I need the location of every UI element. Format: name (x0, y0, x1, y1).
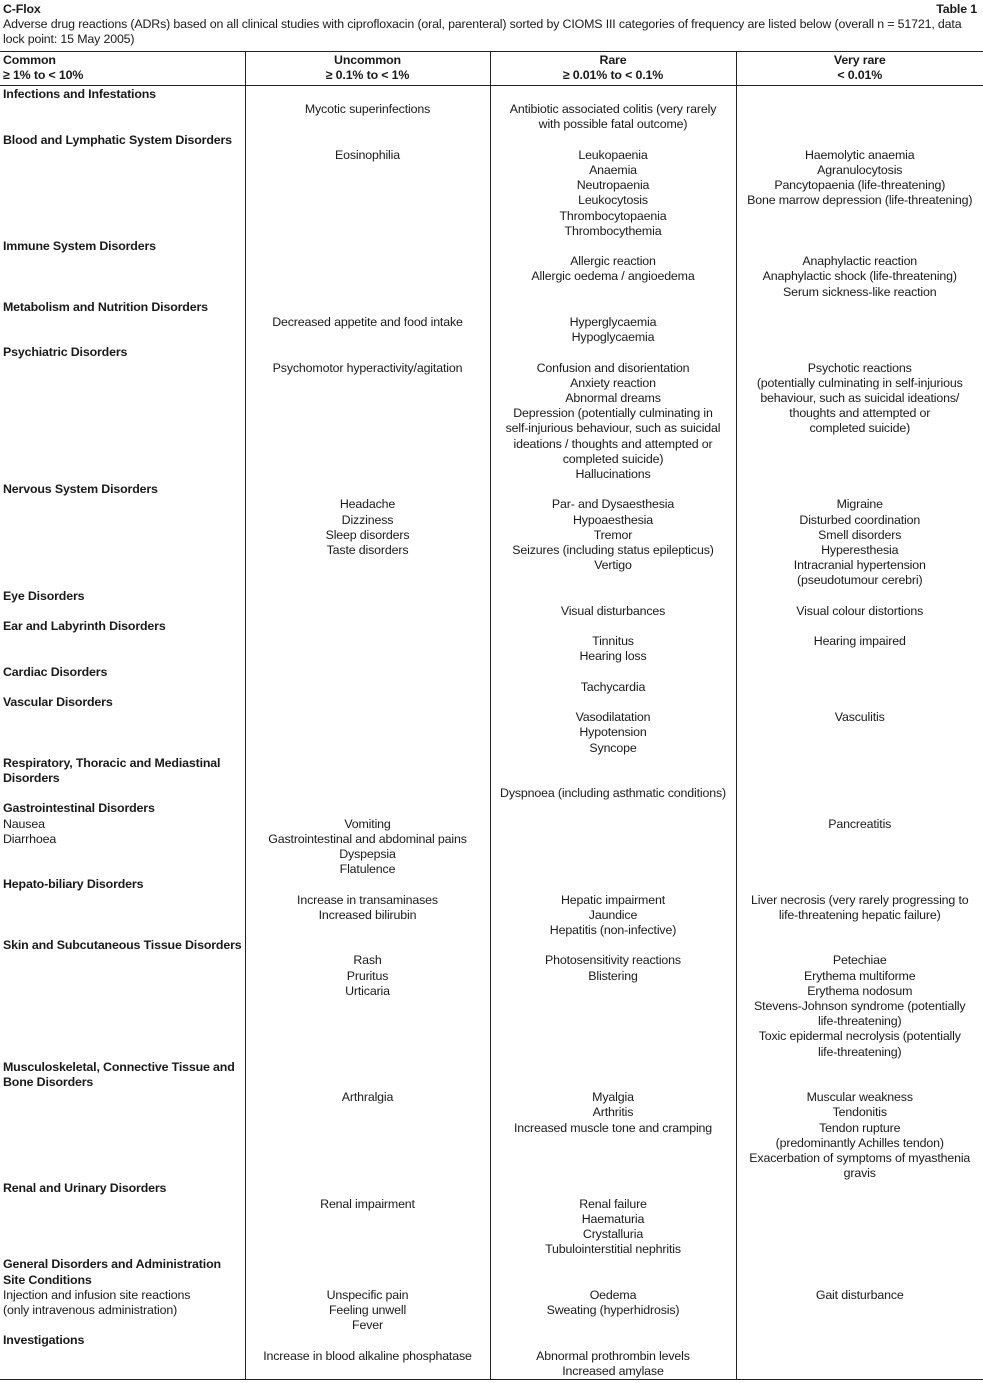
adr-entry: Exacerbation of symptoms of myasthenia (749, 1150, 971, 1165)
cell-uncommon (245, 86, 490, 133)
cell-common (0, 938, 245, 1060)
adr-entry: with possible fatal outcome) (538, 117, 688, 132)
adr-entry: Headache (339, 497, 396, 512)
adr-entry: Decreased appetite and food intake (272, 314, 463, 329)
table-row (0, 1181, 983, 1257)
cell-common (0, 300, 245, 346)
table-row (0, 133, 983, 239)
adr-entry: Serum sickness-like reaction (783, 284, 937, 299)
adr-entry: Visual colour distortions (796, 603, 924, 618)
adr-entry: Erythema nodosum (807, 983, 913, 998)
cell-rare (490, 1181, 736, 1257)
cell-uncommon (245, 665, 490, 695)
column-header-uncommon (245, 52, 490, 86)
adr-entry: Pancytopaenia (life-threatening) (774, 178, 946, 193)
cell-common (0, 1257, 245, 1333)
adr-entry: Nausea (3, 816, 45, 831)
cell-very-rare (736, 938, 983, 1060)
cell-rare (490, 345, 736, 482)
table-row (0, 239, 983, 300)
category-label: Hepato-biliary Disorders (3, 877, 144, 892)
adr-entry: Thrombocytopaenia (559, 208, 667, 223)
cell-uncommon (245, 482, 490, 588)
adr-entry: Eosinophilia (334, 147, 401, 162)
adr-entry: Hallucinations (575, 467, 651, 481)
table-row (0, 300, 983, 346)
adr-entry: Abnormal dreams (565, 390, 661, 405)
adr-entry: Gastrointestinal and abdominal pains (268, 831, 467, 846)
adr-entry: Psychotic reactions (807, 360, 912, 375)
adr-entry: life-threatening) (817, 1014, 902, 1029)
adr-entry: Bone marrow depression (life-threatening) (747, 193, 973, 208)
category-label: Immune System Disorders (3, 239, 156, 253)
column-range: ≥ 0.01% to < 0.1% (562, 68, 664, 83)
table-row (0, 1257, 983, 1333)
table-row (0, 1333, 983, 1379)
table-row (0, 482, 983, 588)
cell-very-rare (736, 1257, 983, 1333)
adr-entry: Tendon rupture (819, 1120, 901, 1135)
adr-entry: Hypoglycaemia (571, 330, 655, 345)
adr-entry: Photosensitivity reactions (545, 953, 681, 968)
cell-uncommon (245, 938, 490, 1060)
table-row (0, 589, 983, 619)
category-label: Skin and Subcutaneous Tissue Disorders (3, 938, 242, 953)
adr-entry: Leukocytosis (578, 193, 648, 208)
cell-very-rare (736, 756, 983, 802)
adr-entry: gravis (843, 1166, 876, 1181)
column-header-common (0, 52, 245, 86)
adr-entry: Hepatitis (non-infective) (549, 922, 677, 937)
cell-rare (490, 665, 736, 695)
cell-rare (490, 589, 736, 619)
adr-entry: Diarrhoea (3, 831, 57, 846)
adr-entry: completed suicide) (809, 421, 911, 436)
adr-entry: Dyspepsia (339, 846, 396, 861)
cell-common (0, 1060, 245, 1182)
adr-entry: Increased muscle tone and cramping (513, 1120, 713, 1135)
adr-entry: Antibiotic associated colitis (very rarely (509, 102, 717, 117)
adr-entry: Fever (352, 1318, 383, 1333)
adr-entry: Neutropaenia (576, 178, 650, 193)
cell-very-rare (736, 665, 983, 695)
document-header (3, 2, 977, 16)
table-row (0, 938, 983, 1060)
adr-entry: Sweating (hyperhidrosis) (546, 1302, 680, 1317)
category-label: Blood and Lymphatic System Disorders (3, 132, 232, 147)
cell-common (0, 877, 245, 938)
category-label: Cardiac Disorders (3, 664, 108, 679)
cell-common (0, 801, 245, 877)
adr-entry: Confusion and disorientation (536, 360, 690, 375)
cell-common (0, 1333, 245, 1379)
table-header (0, 52, 983, 86)
cell-rare (490, 1333, 736, 1379)
table-row (0, 695, 983, 756)
cell-very-rare (736, 1060, 983, 1182)
adr-entry: Tremor (593, 527, 633, 542)
category-label: Gastrointestinal Disorders (3, 801, 155, 816)
cell-rare (490, 877, 736, 938)
adr-entry: (only intravenous administration) (3, 1302, 178, 1317)
cell-very-rare (736, 482, 983, 588)
cell-rare (490, 86, 736, 133)
cell-very-rare (736, 589, 983, 619)
category-label: Eye Disorders (3, 588, 85, 603)
cell-common (0, 695, 245, 756)
adr-entry: Vomiting (344, 816, 391, 831)
adr-entry: Vertigo (594, 558, 632, 573)
category-label: Ear and Labyrinth Disorders (3, 619, 166, 633)
adr-entry: Dizziness (341, 512, 394, 527)
adr-entry: Blistering (588, 968, 638, 983)
adr-entry: Hypoaesthesia (572, 512, 654, 527)
cell-common (0, 665, 245, 695)
category-label: General Disorders and Administration Site Conditions (3, 1257, 221, 1287)
adr-entry: Sleep disorders (325, 527, 410, 542)
adr-entry: Gait disturbance (815, 1287, 904, 1302)
adr-entry: Hyperglycaemia (569, 314, 657, 329)
column-range: ≥ 1% to < 10% (3, 68, 84, 83)
category-label: Nervous System Disorders (3, 482, 158, 497)
adr-entry: Liver necrosis (very rarely progressing to (750, 892, 969, 907)
adr-entry: Tachycardia (580, 679, 646, 694)
adr-entry: Allergic reaction (570, 254, 656, 269)
adr-table (0, 51, 983, 1380)
adr-entry: Jaundice (588, 907, 638, 922)
adr-entry: Renal failure (579, 1196, 647, 1211)
adr-entry: Toxic epidermal necrolysis (potentially (758, 1029, 961, 1044)
cell-uncommon (245, 1333, 490, 1379)
category-label: Respiratory, Thoracic and Mediastinal Disorders (3, 755, 221, 785)
cell-rare (490, 1060, 736, 1182)
adr-entry: Flatulence (339, 862, 396, 877)
cell-very-rare (736, 801, 983, 877)
adr-entry: Petechiae (832, 953, 887, 968)
cell-common (0, 133, 245, 239)
adr-entry: completed suicide) (562, 451, 664, 466)
adr-entry: life-threatening) (817, 1044, 902, 1059)
cell-very-rare (736, 1333, 983, 1379)
adr-entry: Injection and infusion site reactions (3, 1287, 191, 1302)
brand-name: C-Flox (3, 2, 41, 16)
cell-uncommon (245, 133, 490, 239)
adr-entry: (potentially culminating in self-injurious (756, 375, 963, 390)
adr-entry: Crystalluria (582, 1226, 644, 1241)
adr-entry: Smell disorders (818, 527, 902, 542)
table-row (0, 619, 983, 665)
adr-entry: Hyperesthesia (821, 543, 899, 557)
cell-uncommon (245, 695, 490, 756)
adr-entry: Agranulocytosis (817, 162, 903, 177)
adr-entry: Haematuria (581, 1211, 645, 1226)
adr-entry: Vasodilatation (575, 710, 651, 725)
adr-entry: Vasculitis (834, 710, 885, 725)
cell-very-rare (736, 877, 983, 938)
adr-entry: Anxiety reaction (570, 375, 656, 390)
adr-entry: Arthritis (592, 1105, 634, 1120)
cell-common (0, 589, 245, 619)
adr-entry: Hepatic impairment (560, 892, 666, 907)
cell-very-rare (736, 619, 983, 665)
adr-entry: Taste disorders (326, 543, 409, 557)
cell-uncommon (245, 239, 490, 300)
cell-uncommon (245, 1181, 490, 1257)
adr-entry: Haemolytic anaemia (804, 147, 915, 162)
adr-entry: Increase in transaminases (297, 892, 438, 907)
category-label: Investigations (3, 1333, 85, 1348)
cell-uncommon (245, 300, 490, 346)
cell-common (0, 1181, 245, 1257)
cell-uncommon (245, 589, 490, 619)
cell-rare (490, 756, 736, 802)
adr-entry: Unspecific pain (326, 1287, 409, 1302)
cell-uncommon (245, 877, 490, 938)
column-name: Very rare (833, 53, 886, 67)
adr-entry: ideations / thoughts and attempted or (513, 436, 713, 451)
table-body (0, 86, 983, 1380)
table-number: Table 1 (936, 2, 977, 16)
cell-very-rare (736, 695, 983, 756)
cell-very-rare (736, 133, 983, 239)
cell-rare (490, 695, 736, 756)
adr-entry: Increased amylase (562, 1363, 664, 1378)
adr-entry: Mycotic superinfections (304, 102, 431, 117)
column-range: ≥ 0.1% to < 1% (325, 68, 410, 83)
adr-entry: Muscular weakness (806, 1090, 913, 1105)
cell-rare (490, 619, 736, 665)
table-row (0, 345, 983, 482)
cell-uncommon (245, 1257, 490, 1333)
cell-common (0, 345, 245, 482)
adr-entry: Renal impairment (320, 1196, 415, 1211)
adr-entry: Hypotension (579, 725, 647, 740)
adr-entry: Leukopaenia (578, 147, 648, 162)
category-label: Infections and Infestations (3, 87, 156, 101)
column-header-very-rare (736, 52, 983, 86)
cell-common (0, 239, 245, 300)
cell-uncommon (245, 345, 490, 482)
cell-uncommon (245, 801, 490, 877)
cell-uncommon (245, 756, 490, 802)
adr-entry: Stevens-Johnson syndrome (potentially (754, 998, 966, 1013)
column-name: Common (3, 53, 56, 67)
cell-common (0, 86, 245, 133)
adr-entry: Erythema multiforme (804, 968, 916, 983)
adr-entry: Tendonitis (832, 1105, 887, 1120)
adr-entry: Anaphylactic reaction (802, 254, 918, 269)
cell-very-rare (736, 300, 983, 346)
table-row (0, 801, 983, 877)
table-caption: Adverse drug reactions (ADRs) based on all clinical studies with ciprofloxacin (oral, parenteral) sorted by CIOMS III categories of frequency are listed below (overall n = 51721, data lock point: 15 May 2005) (3, 17, 962, 47)
adr-entry: Increase in blood alkaline phosphatase (263, 1348, 472, 1363)
cell-rare (490, 133, 736, 239)
adr-entry: Abnormal prothrombin levels (536, 1348, 690, 1363)
table-row (0, 86, 983, 133)
category-label: Musculoskeletal, Connective Tissue and Bone Disorders (3, 1059, 235, 1089)
table-row (0, 877, 983, 938)
column-name: Rare (599, 53, 627, 67)
cell-rare (490, 239, 736, 300)
adr-entry: (predominantly Achilles tendon) (775, 1135, 944, 1150)
category-label: Metabolism and Nutrition Disorders (3, 299, 208, 314)
cell-uncommon (245, 1060, 490, 1182)
category-label: Vascular Disorders (3, 694, 113, 709)
adr-entry: Hearing loss (579, 649, 647, 664)
cell-very-rare (736, 1181, 983, 1257)
cell-common (0, 756, 245, 802)
adr-entry: Dyspnoea (including asthmatic conditions) (500, 786, 726, 801)
cell-very-rare (736, 345, 983, 482)
adr-entry: Psychomotor hyperactivity/agitation (272, 360, 463, 375)
table-row (0, 1060, 983, 1182)
adr-entry: Urticaria (345, 983, 390, 998)
adr-entry: Migraine (836, 497, 883, 512)
column-header-rare (490, 52, 736, 86)
adr-entry: Arthralgia (341, 1090, 394, 1105)
adr-entry: Anaemia (589, 162, 637, 177)
adr-entry: Syncope (589, 740, 637, 755)
adr-entry: Intracranial hypertension (793, 558, 926, 573)
adr-entry: Myalgia (592, 1090, 634, 1105)
cell-rare (490, 300, 736, 346)
cell-rare (490, 1257, 736, 1333)
cell-common (0, 482, 245, 588)
adr-entry: life-threatening hepatic failure) (778, 907, 941, 922)
cell-rare (490, 801, 736, 877)
adr-entry: Disturbed coordination (799, 512, 921, 527)
column-range: < 0.01% (837, 68, 883, 83)
adr-entry: Par- and Dysaesthesia (551, 497, 675, 512)
adr-entry: Oedema (589, 1287, 637, 1302)
adr-entry: Hearing impaired (813, 634, 906, 649)
category-label: Psychiatric Disorders (3, 345, 128, 360)
adr-entry: self-injurious behaviour, such as suicidal (505, 421, 721, 436)
table-row (0, 665, 983, 695)
adr-entry: Anaphylactic shock (life-threatening) (762, 269, 957, 284)
category-label: Renal and Urinary Disorders (3, 1181, 167, 1196)
adr-entry: Depression (potentially culminating in (513, 406, 713, 421)
cell-uncommon (245, 619, 490, 665)
adr-entry: Tubulointerstitial nephritis (545, 1242, 681, 1257)
adr-entry: Feeling unwell (328, 1302, 407, 1317)
adr-entry: Seizures (including status epilepticus) (512, 543, 714, 557)
adr-entry: Visual disturbances (560, 603, 666, 618)
adr-entry: (pseudotumour cerebri) (797, 573, 923, 588)
cell-rare (490, 938, 736, 1060)
adr-entry: thoughts and attempted or (789, 406, 931, 421)
adr-entry: Increased bilirubin (318, 907, 417, 922)
adr-entry: Rash (353, 953, 382, 968)
cell-rare (490, 482, 736, 588)
cell-common (0, 619, 245, 665)
cell-very-rare (736, 86, 983, 133)
column-name: Uncommon (334, 53, 401, 67)
adr-entry: Tinnitus (592, 634, 634, 649)
adr-entry: Allergic oedema / angioedema (531, 269, 695, 284)
table-row (0, 756, 983, 802)
adr-entry: Pruritus (346, 968, 389, 983)
adr-entry: Pancreatitis (828, 816, 892, 831)
cell-very-rare (736, 239, 983, 300)
adr-entry: behaviour, such as suicidal ideations/ (760, 390, 960, 405)
adr-entry: Thrombocythemia (564, 223, 662, 238)
